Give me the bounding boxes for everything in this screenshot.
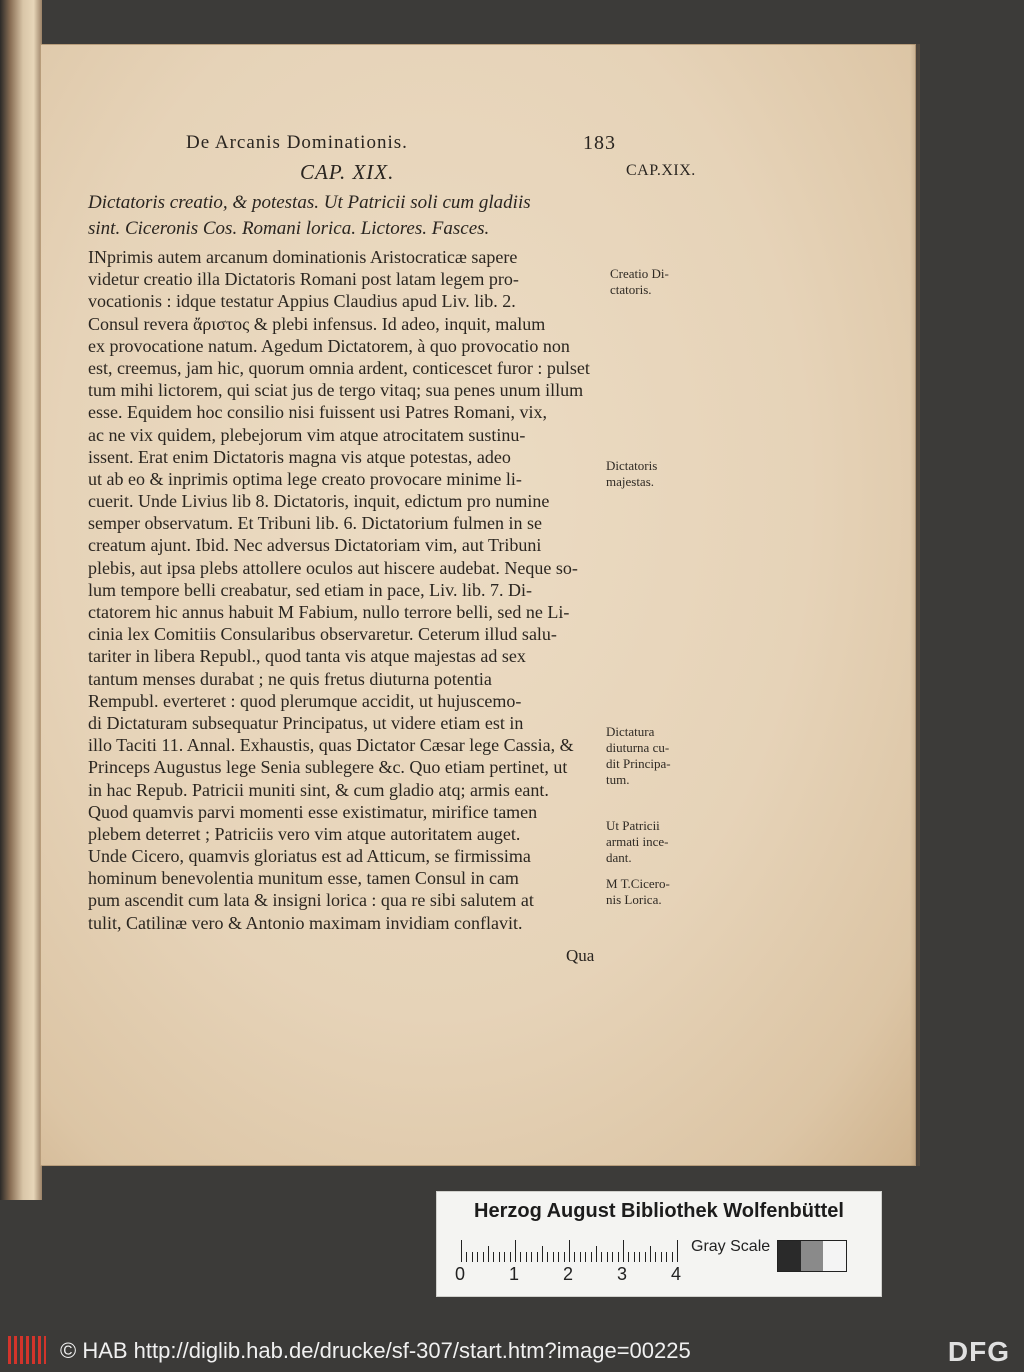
ruler-number: 1 <box>509 1264 520 1284</box>
running-head-title: De Arcanis Dominationis. <box>186 132 408 153</box>
ruler-tick <box>477 1252 478 1262</box>
text-line: plebis, aut ipsa plebs attollere oculos aut hiscere audebat. Neque so- <box>88 557 578 578</box>
ruler-tick <box>569 1240 570 1262</box>
ruler-tick <box>466 1252 467 1262</box>
ruler-number: 4 <box>671 1264 682 1284</box>
text-line: ut ab eo & inprimis optima lege creato provocare minime li- <box>88 468 522 489</box>
text-line: vocationis : idque testatur Appius Claudius apud Liv. lib. 2. <box>88 291 516 312</box>
text-line: di Dictaturam subsequatur Principatus, ut videre etiam est in <box>88 712 524 733</box>
margin-note-creatio: Creatio Di- ctatoris. <box>610 266 669 297</box>
text-line: lum tempore belli creabatur, sed etiam in pace, Liv. lib. 7. Di- <box>88 579 532 600</box>
text-line: pum ascendit cum lata & insigni lorica : qua re sibi salutem at <box>88 890 534 911</box>
text-line: ac ne vix quidem, plebejorum vim atque atrocitatem sustinu- <box>88 424 526 445</box>
text-line: tantum menses durabat ; ne quis fretus diuturna potentia <box>88 668 492 689</box>
gray-swatch <box>778 1241 801 1271</box>
margin-note-patricii: Ut Patricii armati ince- dant. <box>606 818 669 865</box>
library-name: Herzog August Bibliothek Wolfenbüttel <box>474 1200 844 1222</box>
ruler-tick <box>645 1252 646 1262</box>
ruler-tick <box>591 1252 592 1262</box>
footer-copyright-url[interactable]: © HAB http://diglib.hab.de/drucke/sf-307/start.htm?image=00225 <box>60 1338 691 1363</box>
margin-note-dictatura: Dictatura diuturna cu- dit Principa- tum. <box>606 724 671 787</box>
ruler-tick <box>655 1252 656 1262</box>
catchword: Qua <box>566 946 595 965</box>
library-barcode-icon <box>8 1336 46 1364</box>
ruler-tick <box>574 1252 575 1262</box>
ruler-tick <box>650 1246 651 1262</box>
text-line: Rempubl. everteret : quod plerumque accidit, ut hujuscemo- <box>88 690 522 711</box>
ruler-tick <box>515 1240 516 1262</box>
ruler-tick <box>672 1252 673 1262</box>
text-line: ex provocatione natum. Agedum Dictatorem, à quo provocatio non <box>88 335 570 356</box>
color-scale-card <box>436 1191 882 1297</box>
ruler-tick <box>493 1252 494 1262</box>
text-line: Consul revera ἄριστος & plebi infensus. Id adeo, inquit, malum <box>88 313 546 334</box>
text-line: hominum benevolentia munitum esse, tamen Consul in cam <box>88 868 519 889</box>
text-line: videtur creatio illa Dictatoris Romani post latam legem pro- <box>88 269 519 290</box>
text-line: illo Taciti 11. Annal. Exhaustis, quas Dictator Cæsar lege Cassia, & <box>88 735 574 756</box>
chapter-title: CAP. XIX. <box>300 160 395 184</box>
text-line: cuerit. Unde Livius lib 8. Dictatoris, inquit, edictum pro numine <box>88 491 550 512</box>
text-line: tum mihi lictorem, qui sciat jus de tergo vitaq; sua penes unum illum <box>88 380 584 401</box>
text-line: cinia lex Comitiis Consularibus observaretur. Ceterum illud salu- <box>88 624 557 645</box>
ruler-number: 2 <box>563 1264 574 1284</box>
text-line: tariter in libera Republ., quod tanta vis atque majestas ad sex <box>88 646 526 667</box>
ruler-tick <box>661 1252 662 1262</box>
ruler-scale <box>461 1240 677 1262</box>
ruler-tick <box>585 1252 586 1262</box>
ruler-tick <box>526 1252 527 1262</box>
summary-line: Dictatoris creatio, & potestas. Ut Patricii soli cum gladiis <box>88 192 531 213</box>
ruler-tick <box>461 1240 462 1262</box>
text-line: INprimis autem arcanum dominationis Aristocraticæ sapere <box>88 247 518 267</box>
text-line: plebem deterret ; Patriciis vero vim atque autoritatem auget. <box>88 823 521 844</box>
ruler-tick <box>628 1252 629 1262</box>
ruler-tick <box>510 1252 511 1262</box>
ruler-tick <box>618 1252 619 1262</box>
margin-note-lorica: M T.Cicero- nis Lorica. <box>606 876 670 907</box>
ruler-tick <box>666 1252 667 1262</box>
ruler-tick <box>612 1252 613 1262</box>
body-text <box>88 246 614 934</box>
ruler-tick <box>520 1252 521 1262</box>
ruler-tick <box>472 1252 473 1262</box>
summary-line: sint. Ciceronis Cos. Romani lorica. Lictores. Fasces. <box>88 218 490 239</box>
ruler-numbers <box>455 1264 695 1286</box>
ruler-number: 3 <box>617 1264 628 1284</box>
running-head <box>186 132 616 155</box>
gray-scale-swatch <box>777 1240 847 1272</box>
ruler-tick <box>483 1252 484 1262</box>
ruler-tick <box>547 1252 548 1262</box>
text-line: issent. Erat enim Dictatoris magna vis atque potestas, adeo <box>88 446 511 467</box>
ruler-tick <box>607 1252 608 1262</box>
chapter-summary <box>88 190 620 242</box>
page-number: 183 <box>583 132 616 154</box>
text-line: Quod quamvis parvi momenti esse existimatur, mirifice tamen <box>88 801 538 822</box>
ruler-tick <box>488 1246 489 1262</box>
text-line: tulit, Catilinæ vero & Antonio maximam invidiam conflavit. <box>88 912 523 933</box>
text-line: Unde Cicero, quamvis gloriatus est ad Atticum, se firmissima <box>88 846 531 867</box>
ruler-tick <box>542 1246 543 1262</box>
ruler-tick <box>623 1240 624 1262</box>
ruler-tick <box>537 1252 538 1262</box>
chapter-margin-label: CAP.XIX. <box>626 162 696 179</box>
text-line: ctatorem hic annus habuit M Fabium, nullo terrore belli, sed ne Li- <box>88 602 570 622</box>
ruler-tick <box>531 1252 532 1262</box>
ruler-tick <box>601 1252 602 1262</box>
ruler-tick <box>677 1240 678 1262</box>
margin-note-majestas: Dictatoris majestas. <box>606 458 658 489</box>
ruler-tick <box>564 1252 565 1262</box>
gray-swatch <box>823 1241 846 1271</box>
text-line: creatum ajunt. Ibid. Nec adversus Dictatoriam vim, aut Tribuni <box>88 535 542 556</box>
text-line: Princeps Augustus lege Senia sublegere &c. Quo etiam pertinet, ut <box>88 757 568 778</box>
ruler-tick <box>634 1252 635 1262</box>
gray-scale-label: Gray Scale <box>691 1238 771 1255</box>
text-line: semper observatum. Et Tribuni lib. 6. Dictatorium fulmen in se <box>88 513 542 534</box>
ruler-tick <box>639 1252 640 1262</box>
dfg-logo: DFG <box>947 1336 1010 1367</box>
ruler-tick <box>596 1246 597 1262</box>
book-spine <box>0 0 42 1200</box>
ruler-tick <box>499 1252 500 1262</box>
text-line: esse. Equidem hoc consilio nisi fuissent usi Patres Romani, vix, <box>88 402 547 423</box>
ruler-tick <box>580 1252 581 1262</box>
ruler-number: 0 <box>455 1264 466 1284</box>
text-line: est, creemus, jam hic, quorum omnia ardent, conticescet furor : pulset <box>88 357 590 378</box>
ruler-tick <box>558 1252 559 1262</box>
ruler-tick <box>553 1252 554 1262</box>
gray-swatch <box>801 1241 824 1271</box>
footer-bar <box>0 1330 1024 1372</box>
text-line: in hac Repub. Patricii muniti sint, & cum gladio atq; armis eant. <box>88 779 549 800</box>
ruler-tick <box>504 1252 505 1262</box>
